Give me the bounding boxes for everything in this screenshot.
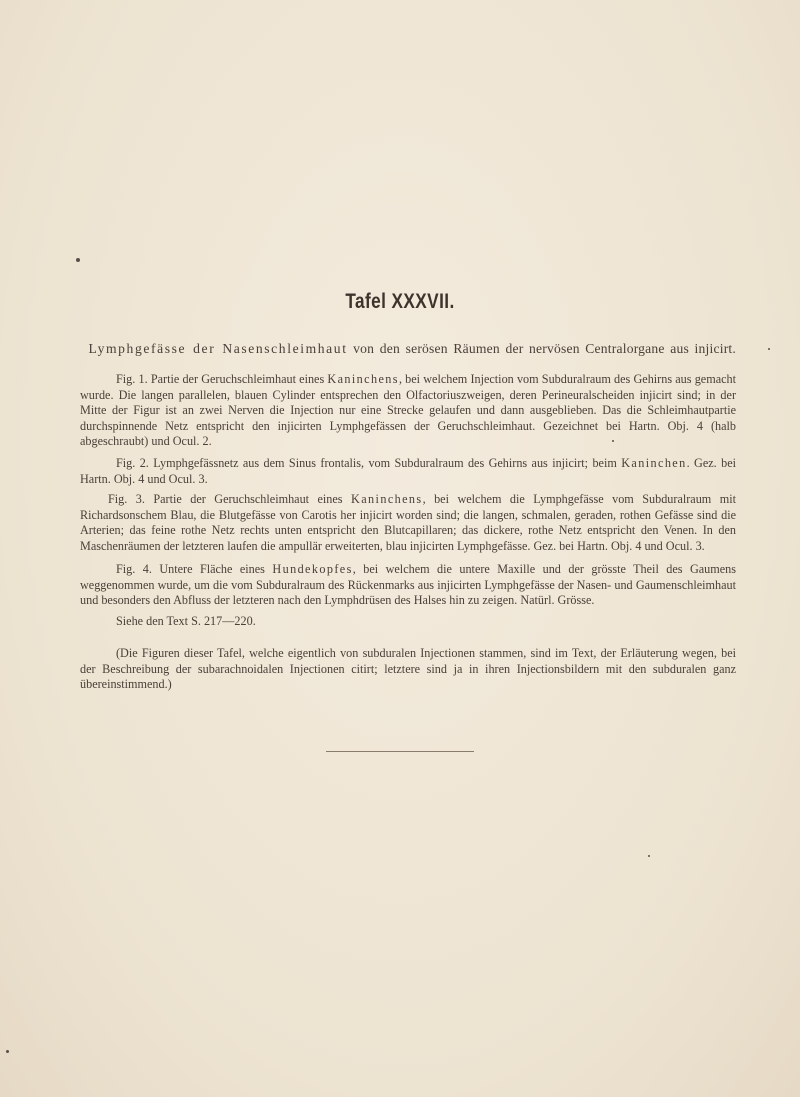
- plate-title: Tafel XXXVII.: [345, 290, 455, 313]
- fig4-text-a: Fig. 4. Untere Fläche eines: [116, 562, 273, 576]
- figure-1-caption: [80, 372, 736, 450]
- fig3-spaced: Kaninchens: [351, 492, 423, 506]
- figure-4-caption: [80, 562, 736, 609]
- fig1-text-b: , bei welchem Injection vom Subduralraum des Gehirns aus gemacht wurde. Die langen parallelen, blauen Cylinder entsprechen den Olfactoriuszweigen, deren Perineuralscheiden injicirt sind; in der Mitte der Figur ist an zwei Nerven die Injection nur eine Strecke gelaufen und dann ausgeblieben. Das die Schleimhautpartie durchspinnende Netz entspricht den injicirten Lymphgefässen der Geruchschleimhaut. Gezeichnet bei Hartn. Obj. 4 (halb abgeschraubt) und Ocul. 2.: [80, 372, 736, 449]
- subtitle-rest: von den serösen Räumen der nervösen Centralorgane aus injicirt.: [347, 341, 736, 356]
- figure-2-caption: [80, 456, 736, 487]
- paper-speck: [768, 348, 770, 350]
- divider-rule: [326, 751, 474, 752]
- fig1-text-a: Fig. 1. Partie der Geruchschleimhaut eines: [116, 372, 328, 386]
- fig2-text-a: Fig. 2. Lymphgefässnetz aus dem Sinus frontalis, vom Subduralraum des Gehirns aus injicirt; beim: [116, 456, 622, 470]
- plate-note: (Die Figuren dieser Tafel, welche eigentlich von subduralen Injectionen stammen, sind im Text, der Erläuterung wegen, bei der Beschreibung der subarachnoidalen Injectionen citirt; letztere sind ja in ihren Injectionsbildern mit den subduralen ganz übereinstimmend.): [80, 646, 736, 692]
- paper-speck: [612, 440, 614, 442]
- paper-speck: [6, 1050, 9, 1053]
- fig4-text-b: , bei welchem die untere Maxille und der grösste Theil des Gaumens weggenommen wurde, um die vom Subduralraum des Rückenmarks aus injicirten Lymphgefässe der Nasen- und Gaumenschleimhaut und besonders den Abfluss der letzteren nach den Lymphdrüsen des Halses hin zu zeigen. Natürl. Grösse.: [80, 562, 736, 608]
- fig3-text-b: , bei welchem die Lymphgefässe vom Subduralraum mit Richardsonschem Blau, die Blutgefässe von Carotis her injicirt worden sind; die langen, schmalen, geraden, rothen Gefässe sind die Arterien; das feine rothe Netz rechts unten entspricht den Blutcapillaren; das dickere, rothe Netz entspricht den Venen. In den Maschenräumen der letzteren laufen die ampullär erweiterten, blau injicirten Lymphgefässe. Gez. bei Hartn. Obj. 4 und Ocul. 3.: [80, 492, 737, 553]
- fig2-spaced: Kaninchen: [621, 456, 687, 470]
- subtitle-spaced: Lymphgefässe der Nasenschleimhaut: [88, 341, 348, 356]
- paper-speck: [76, 258, 80, 262]
- fig1-spaced: Kaninchens: [327, 372, 399, 386]
- fig3-text-a: Fig. 3. Partie der Geruchschleimhaut eines: [108, 492, 352, 506]
- fig2-text-b: . Gez. bei Hartn. Obj. 4 und Ocul. 3.: [80, 456, 736, 486]
- plate-subtitle: [80, 341, 736, 357]
- paper-speck: [648, 855, 650, 857]
- figure-3-caption: [80, 492, 736, 554]
- see-text-reference: Siehe den Text S. 217—220.: [116, 614, 256, 628]
- fig4-spaced: Hundekopfes: [272, 562, 353, 576]
